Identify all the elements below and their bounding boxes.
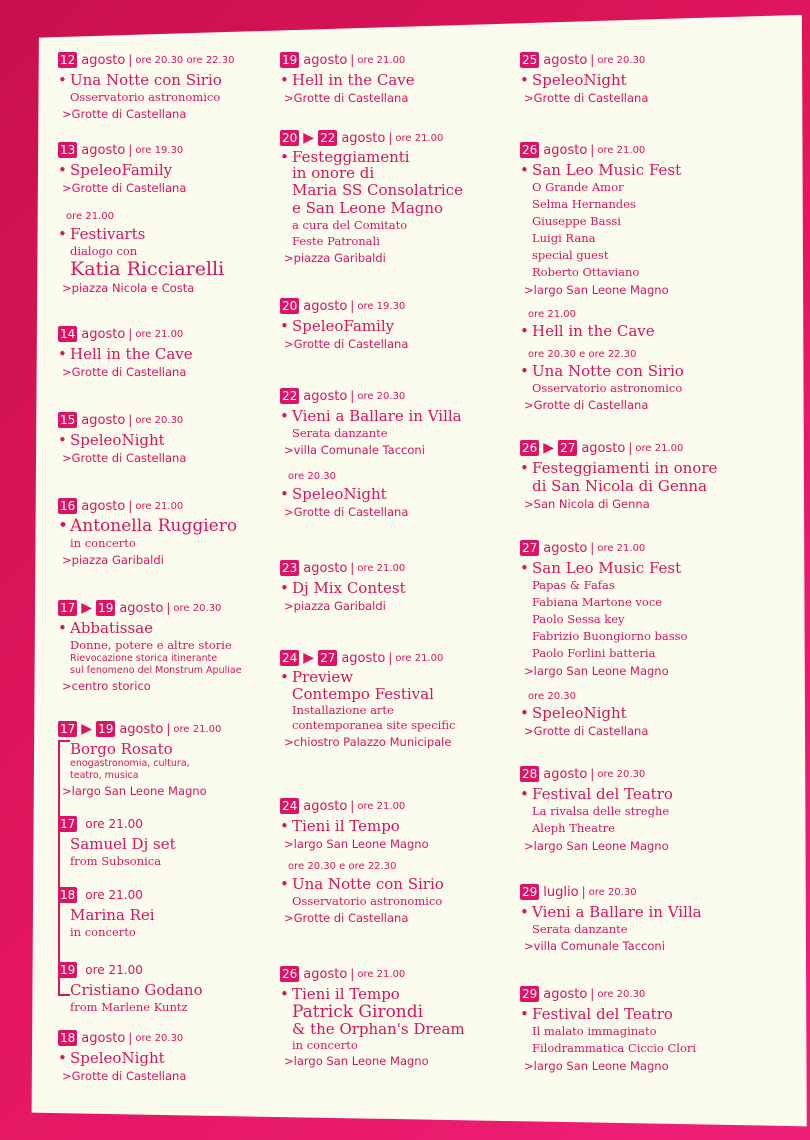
separator: | (628, 441, 633, 455)
lineup-item: Papas & Fafas (532, 578, 615, 592)
date-badge: 26 (522, 143, 538, 157)
lineup-item: Fabrizio Buongiorno basso (532, 629, 688, 643)
time-label: ore 20.30 (357, 390, 406, 402)
date-badge: 12 (60, 53, 76, 67)
event-title: • SpeleoNight (520, 71, 770, 89)
month-label: agosto (303, 560, 348, 576)
time-label: ore 21.00 (395, 652, 444, 664)
event-title: Borgo Rosato (70, 740, 173, 758)
separator: | (166, 601, 171, 615)
event-location: > largo San Leone Magno (520, 282, 770, 298)
event-location: > piazza Garibaldi (280, 598, 530, 614)
event-subtitle: Filodrammatica Ciccio Clori (532, 1041, 697, 1055)
date-badge: 27 (522, 541, 538, 555)
event-title-line: • Festeggiamenti (280, 149, 530, 165)
time-label: ore 20.30 (528, 691, 576, 702)
event-subtitle: Serata danzante (292, 426, 388, 440)
event-location: > Grotte di Castellana (58, 364, 308, 380)
separator: | (350, 389, 355, 403)
separator: | (128, 143, 133, 157)
event-title: • Hell in the Cave (520, 322, 770, 340)
event-20-agosto-speleofamily (280, 298, 530, 352)
date-badge-end: 22 (320, 131, 336, 145)
event-subtitle: in concerto (70, 925, 136, 939)
separator: | (388, 651, 393, 665)
time-label: ore 21.00 (66, 211, 114, 222)
month-label: agosto (543, 540, 588, 556)
date-badge-end: 19 (98, 722, 114, 736)
event-title: • San Leo Music Fest (520, 161, 770, 179)
event-headliner: Katia Ricciarelli (70, 258, 225, 280)
month-label: agosto (81, 326, 126, 342)
event-location: > Grotte di Castellana (520, 397, 770, 413)
event-15-agosto-speleonight (58, 412, 308, 466)
month-label: agosto (543, 766, 588, 782)
column-1 (58, 0, 308, 1140)
lineup-item: Giuseppe Bassi (532, 214, 621, 228)
month-label: agosto (119, 600, 164, 616)
event-note: enogastronomia, cultura, (70, 758, 190, 769)
event-note: Rievocazione storica itinerante (70, 653, 218, 664)
separator: | (128, 413, 133, 427)
event-subtitle: contemporanea site specific (292, 718, 456, 732)
event-13-agosto-speleofamily (58, 142, 308, 196)
event-title: • Festival del Teatro (520, 785, 770, 803)
event-title-line: in onore di (292, 164, 375, 182)
lineup-item: Paolo Sessa key (532, 612, 625, 626)
separator: | (350, 299, 355, 313)
separator: | (388, 131, 393, 145)
event-title-line: di San Nicola di Genna (532, 477, 707, 495)
event-festeggiamenti-leone (280, 130, 530, 266)
event-title: • SpeleoNight (520, 704, 770, 722)
event-location: > Grotte di Castellana (520, 90, 770, 106)
event-title: Samuel Dj set (70, 835, 176, 853)
separator: | (590, 541, 595, 555)
event-location: > piazza Nicola e Costa (58, 280, 308, 296)
event-title: • Hell in the Cave (280, 71, 530, 89)
event-location: > villa Comunale Tacconi (280, 442, 530, 458)
event-24-tieni-il-tempo (280, 798, 530, 852)
date-badge-start: 17 (60, 722, 76, 736)
event-title: • Hell in the Cave (58, 345, 308, 363)
event-location: > San Nicola di Genna (520, 496, 770, 512)
event-title: • SpeleoFamily (58, 161, 308, 179)
time-label: ore 20.30 ore 22.30 (135, 54, 235, 66)
separator: | (590, 53, 595, 67)
date-badge-start: 17 (60, 601, 76, 615)
month-label: agosto (303, 298, 348, 314)
event-title: • Festival del Teatro (520, 1005, 770, 1023)
lineup-item: Roberto Ottaviano (532, 265, 640, 279)
date-badge: 18 (60, 1031, 76, 1045)
event-title: • Vieni a Ballare in Villa (520, 903, 770, 921)
event-27-san-leo (520, 540, 770, 679)
event-title: Marina Rei (70, 906, 155, 924)
time-label: ore 21.00 (597, 542, 646, 554)
arrow-right-icon: ▶ (303, 650, 315, 666)
event-title: • Tieni il Tempo (280, 985, 530, 1003)
event-title: • Una Notte con Sirio (520, 362, 770, 380)
time-label: ore 21.00 (357, 562, 406, 574)
event-title-line: • Preview (280, 669, 530, 686)
event-title: • Una Notte con Sirio (58, 71, 308, 89)
event-subtitle: Osservatorio astronomico (292, 894, 443, 908)
time-label: ore 20.30 (597, 54, 646, 66)
time-label: ore 21.00 (357, 800, 406, 812)
event-24-sirio (280, 860, 530, 926)
date-badge: 13 (60, 143, 76, 157)
separator: | (350, 53, 355, 67)
event-note: teatro, musica (70, 770, 139, 781)
date-badge: 14 (60, 327, 76, 341)
separator: | (350, 967, 355, 981)
month-label: agosto (81, 412, 126, 428)
event-location: > Grotte di Castellana (280, 910, 530, 926)
separator: | (128, 1031, 133, 1045)
event-location: > piazza Garibaldi (58, 552, 308, 568)
event-title: • Una Notte con Sirio (280, 875, 530, 893)
date-badge: 28 (522, 767, 538, 781)
lineup-item: Luigi Rana (532, 231, 596, 245)
lineup-item: O Grande Amor (532, 180, 624, 194)
time-label: ore 21.00 (357, 54, 406, 66)
event-19-agosto-hell (280, 52, 530, 106)
event-26-tieni-il-tempo (280, 966, 530, 1069)
time-label: ore 21.00 (395, 132, 444, 144)
time-label: ore 21.00 (135, 328, 184, 340)
event-location: > Grotte di Castellana (58, 180, 308, 196)
event-headliner: & the Orphan's Dream (292, 1020, 465, 1038)
event-title: • Vieni a Ballare in Villa (280, 407, 530, 425)
event-12-agosto-sirio (58, 52, 308, 122)
date-badge-start: 20 (282, 131, 298, 145)
event-title: • SpeleoFamily (280, 317, 530, 335)
month-label: agosto (341, 130, 386, 146)
time-label: ore 20.30 e ore 22.30 (288, 861, 397, 872)
event-subtitle: in concerto (70, 536, 136, 550)
date-badge: 19 (60, 963, 76, 977)
event-title-line: e San Leone Magno (292, 199, 444, 217)
month-label: agosto (81, 142, 126, 158)
month-label: agosto (81, 52, 126, 68)
time-label: ore 21.00 (597, 144, 646, 156)
date-badge: 29 (522, 885, 538, 899)
event-title: • Dj Mix Contest (280, 579, 530, 597)
event-location: > Grotte di Castellana (58, 1068, 308, 1084)
date-badge-start: 26 (522, 441, 538, 455)
time-label: ore 21.00 (357, 968, 406, 980)
month-label: agosto (543, 986, 588, 1002)
lineup-item: Selma Hernandes (532, 197, 636, 211)
month-label: agosto (543, 142, 588, 158)
month-label: agosto (303, 966, 348, 982)
event-title-line: • Festeggiamenti in onore (520, 459, 770, 477)
event-28-teatro (520, 766, 770, 854)
separator: | (128, 499, 133, 513)
date-badge: 19 (282, 53, 298, 67)
event-subtitle: La rivalsa delle streghe (532, 804, 670, 818)
event-borgo-rosato (58, 721, 308, 799)
event-14-agosto-hell (58, 326, 308, 380)
date-badge: 17 (60, 817, 76, 831)
event-godano (58, 962, 308, 1015)
event-location: > Grotte di Castellana (280, 336, 530, 352)
event-subtitle: Osservatorio astronomico (532, 381, 683, 395)
event-29-teatro (520, 986, 770, 1074)
time-label: ore 20.30 (135, 414, 184, 426)
event-title: • Tieni il Tempo (280, 817, 530, 835)
event-title: • Antonella Ruggiero (58, 517, 308, 535)
separator: | (590, 987, 595, 1001)
event-contempo (280, 650, 530, 750)
event-location: > largo San Leone Magno (280, 1053, 530, 1069)
arrow-right-icon: ▶ (303, 130, 315, 146)
time-label: ore 20.30 (588, 886, 637, 898)
event-title: • SpeleoNight (58, 431, 308, 449)
time-label: ore 21.00 (85, 888, 143, 902)
date-badge: 20 (282, 299, 298, 313)
event-16-agosto-ruggiero (58, 498, 308, 568)
event-29-ballare (520, 884, 770, 954)
borgo-rosato-bracket (58, 740, 70, 996)
event-location: > largo San Leone Magno (520, 1058, 770, 1074)
time-label: ore 20.30 e ore 22.30 (528, 349, 637, 360)
event-22-agosto-ballare (280, 388, 530, 458)
event-subtitle: a cura del Comitato (292, 218, 408, 232)
event-location: > Grotte di Castellana (58, 450, 308, 466)
event-location: > largo San Leone Magno (520, 663, 770, 679)
column-2 (280, 0, 530, 1140)
time-label: ore 20.30 (597, 988, 646, 1000)
event-subtitle: from Subsonica (70, 854, 162, 868)
event-title: • Abbatissae (58, 619, 308, 637)
arrow-right-icon: ▶ (81, 600, 93, 616)
event-27-speleonight (520, 690, 770, 739)
date-badge-end: 19 (98, 601, 114, 615)
event-location: > Grotte di Castellana (280, 90, 530, 106)
event-location: > Grotte di Castellana (520, 723, 770, 739)
lineup-item: Fabiana Martone voce (532, 595, 663, 609)
time-label: ore 21.00 (528, 309, 576, 320)
event-subtitle: Installazione arte (292, 703, 394, 717)
month-label: agosto (119, 721, 164, 737)
month-label: agosto (303, 388, 348, 404)
event-title-line: Maria SS Consolatrice (292, 181, 463, 199)
event-location: > centro storico (58, 678, 308, 694)
time-label: ore 21.00 (85, 817, 143, 831)
month-label: agosto (81, 1030, 126, 1046)
column-3 (520, 0, 770, 1140)
event-18-agosto-speleonight (58, 1030, 308, 1084)
event-subtitle: Feste Patronali (292, 234, 380, 248)
event-abbatissae (58, 600, 308, 694)
event-festivarts (58, 210, 308, 296)
arrow-right-icon: ▶ (543, 440, 555, 456)
month-label: agosto (303, 52, 348, 68)
event-location: > largo San Leone Magno (280, 836, 530, 852)
event-22-speleonight (280, 470, 530, 520)
event-headliner: Patrick Girondi (292, 1002, 424, 1022)
date-badge-start: 24 (282, 651, 298, 665)
month-label: agosto (543, 52, 588, 68)
time-label: ore 20.30 (135, 1032, 184, 1044)
event-subtitle: Aleph Theatre (532, 821, 615, 835)
time-label: ore 21.00 (135, 500, 184, 512)
time-label: ore 21.00 (85, 963, 143, 977)
separator: | (581, 885, 586, 899)
date-badge: 23 (282, 561, 298, 575)
separator: | (350, 561, 355, 575)
event-title-line: Contempo Festival (292, 685, 434, 703)
event-marina-rei (58, 887, 308, 940)
separator: | (350, 799, 355, 813)
date-badge: 24 (282, 799, 298, 813)
time-label: ore 19.30 (357, 300, 406, 312)
date-badge: 16 (60, 499, 76, 513)
event-title: • Festivarts (58, 225, 308, 243)
date-badge-end: 27 (560, 441, 576, 455)
event-title: Cristiano Godano (70, 981, 203, 999)
month-label: agosto (341, 650, 386, 666)
time-label: ore 20.30 (288, 471, 336, 482)
event-subtitle: Donne, potere e altre storie (70, 638, 232, 652)
month-label: agosto (303, 798, 348, 814)
month-label: agosto (81, 498, 126, 514)
event-26-sirio (520, 348, 770, 413)
event-subtitle: from Marlene Kuntz (70, 1000, 188, 1014)
event-subtitle: Il malato immaginato (532, 1024, 657, 1038)
lineup-item: Paolo Forlini batteria (532, 646, 656, 660)
event-location: > villa Comunale Tacconi (520, 938, 770, 954)
date-badge: 22 (282, 389, 298, 403)
event-dj-mix (280, 560, 530, 614)
time-label: ore 20.30 (173, 602, 222, 614)
date-badge: 29 (522, 987, 538, 1001)
event-title: • SpeleoNight (58, 1049, 308, 1067)
month-label: luglio (543, 884, 579, 900)
event-location: > largo San Leone Magno (520, 838, 770, 854)
event-title: • SpeleoNight (280, 485, 530, 503)
separator: | (128, 327, 133, 341)
time-label: ore 21.00 (635, 442, 684, 454)
event-samuel (58, 816, 308, 869)
time-label: ore 19.30 (135, 144, 184, 156)
date-badge: 15 (60, 413, 76, 427)
event-location: > Grotte di Castellana (280, 504, 530, 520)
date-badge-end: 27 (320, 651, 336, 665)
event-location: > chiostro Palazzo Municipale (280, 734, 530, 750)
date-badge: 26 (282, 967, 298, 981)
event-26-hell (520, 308, 770, 340)
event-title: • San Leo Music Fest (520, 559, 770, 577)
time-label: ore 21.00 (173, 723, 222, 735)
event-festeggiamenti-nicola (520, 440, 770, 512)
separator: | (590, 767, 595, 781)
event-subtitle: in concerto (292, 1038, 358, 1052)
date-badge: 25 (522, 53, 538, 67)
event-location: > piazza Garibaldi (280, 250, 530, 266)
event-25-speleonight (520, 52, 770, 106)
separator: | (128, 53, 133, 67)
event-subtitle: Osservatorio astronomico (70, 90, 221, 104)
time-label: ore 20.30 (597, 768, 646, 780)
event-location: > Grotte di Castellana (58, 106, 308, 122)
event-location: > largo San Leone Magno (58, 783, 308, 799)
event-subtitle: Serata danzante (532, 922, 628, 936)
arrow-right-icon: ▶ (81, 721, 93, 737)
event-subtitle: dialogo con (70, 244, 138, 258)
lineup-item: special guest (532, 248, 609, 262)
date-badge: 18 (60, 888, 76, 902)
event-26-san-leo (520, 142, 770, 298)
event-note: sul fenomeno del Monstrum Apuliae (70, 665, 242, 676)
separator: | (166, 722, 171, 736)
month-label: agosto (581, 440, 626, 456)
separator: | (590, 143, 595, 157)
